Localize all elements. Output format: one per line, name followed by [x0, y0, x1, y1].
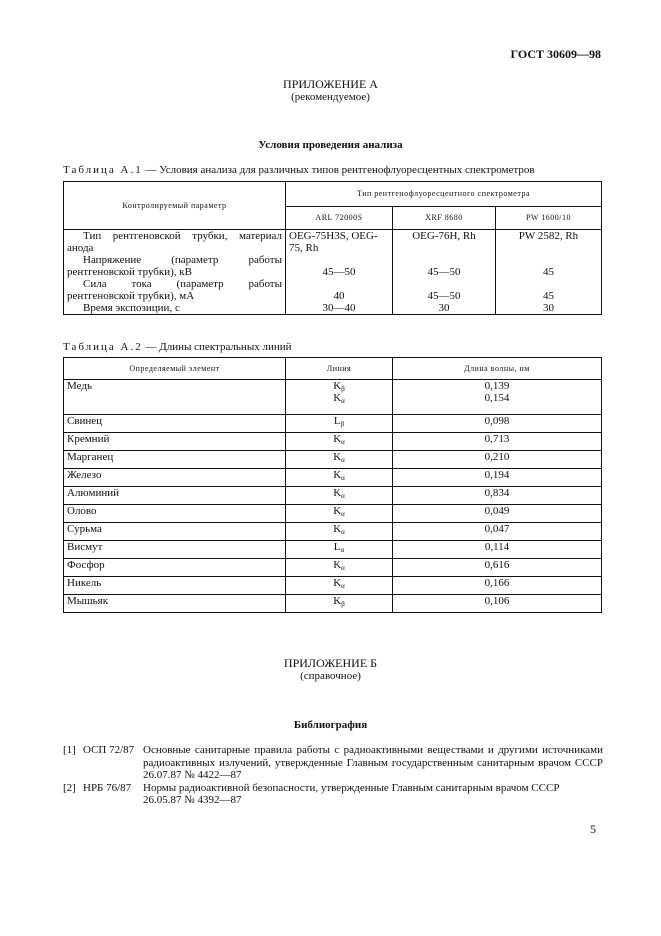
wavelength-value: 0,210 — [484, 451, 510, 463]
table-row — [64, 523, 602, 541]
wavelength-value: 0,139 — [484, 380, 510, 392]
appendix-a-subtitle: (рекомендуемое) — [291, 91, 370, 103]
table-a2-caption — [63, 341, 292, 353]
cell-value: PW 2582, Rh — [496, 230, 602, 255]
cell-wavelength — [393, 559, 602, 577]
line-symbol: L — [333, 415, 341, 427]
cell-line — [286, 451, 393, 469]
cell-wavelength — [393, 577, 602, 595]
bib-text: Нормы радиоактивной безопасности, утвержденные Главным санитарным врачом СССР 26.05.87 № 4392—87 — [143, 781, 560, 806]
table-row — [64, 469, 602, 487]
table-row — [64, 541, 602, 559]
table-row — [64, 302, 602, 315]
section-title-conditions: Условия проведения анализа — [258, 139, 403, 151]
cell-param: Время экспозиции, с — [64, 302, 286, 315]
bibliography-item — [63, 782, 603, 807]
table-row — [64, 380, 602, 415]
cell-value: OEG-76H, Rh — [393, 230, 496, 255]
header-wavelength: Длина волны, нм — [393, 358, 602, 380]
table-row — [64, 230, 602, 255]
bib-code: ОСП 72/87 — [83, 744, 135, 756]
cell-value: 30—40 — [286, 302, 393, 315]
bib-text: Основные санитарные правила работы с радиоактивными веществами и другими источниками радиоактивных излучений, утвержденные Главным государственным санитарным врачом СССР 26.07.87 № 4422—87 — [143, 744, 603, 781]
header-element: Определяемый элемент — [64, 358, 286, 380]
line-symbol: K — [333, 380, 342, 392]
header-col: ARL 72000S — [286, 207, 393, 230]
wavelength-value: 0,194 — [484, 469, 510, 481]
header-line: Линия — [286, 358, 393, 380]
line-symbol: K — [333, 487, 342, 499]
cell-line — [286, 380, 393, 415]
cell-element: Мышьяк — [64, 595, 286, 613]
table-row — [64, 487, 602, 505]
cell-line — [286, 577, 393, 595]
table-row — [64, 278, 602, 302]
cell-value: 45—50 — [393, 254, 496, 278]
cell-element: Сурьма — [64, 523, 286, 541]
cell-line — [286, 469, 393, 487]
cell-element: Фосфор — [64, 559, 286, 577]
wavelength-value: 0,713 — [484, 433, 510, 445]
table-a1 — [63, 181, 602, 315]
line-symbol: K — [333, 559, 342, 571]
cell-line — [286, 487, 393, 505]
cell-value: 45—50 — [286, 254, 393, 278]
line-subscript: α — [341, 582, 345, 590]
wavelength-value: 0,049 — [484, 505, 510, 517]
cell-wavelength — [393, 523, 602, 541]
wavelength-value: 0,047 — [484, 523, 510, 535]
page-number: 5 — [590, 822, 596, 836]
wavelength-value: 0,098 — [484, 415, 510, 427]
cell-wavelength — [393, 451, 602, 469]
table-a1-caption — [63, 164, 535, 176]
cell-value: 45 — [496, 254, 602, 278]
cell-value: 30 — [496, 302, 602, 315]
table-row — [64, 415, 602, 433]
cell-param: Сила тока (параметр работы рентгеновской трубки), мА — [64, 278, 286, 302]
line-subscript: α — [341, 528, 345, 536]
cell-line — [286, 433, 393, 451]
line-subscript: α — [341, 474, 345, 482]
cell-value: 45—50 — [393, 278, 496, 302]
bibliography-item — [63, 744, 603, 782]
cell-element: Алюминий — [64, 487, 286, 505]
cell-line — [286, 595, 393, 613]
wavelength-value: 0,616 — [484, 559, 510, 571]
section-title-bibliography: Библиография — [293, 719, 368, 731]
line-symbol: K — [333, 392, 342, 404]
standard-number: ГОСТ 30609—98 — [510, 47, 601, 61]
table-row — [64, 505, 602, 523]
bibliography-list — [63, 744, 603, 807]
line-subscript: α — [341, 456, 345, 464]
cell-wavelength — [393, 433, 602, 451]
line-symbol: K — [333, 523, 342, 535]
line-subscript: β — [341, 600, 345, 608]
line-subscript: α — [341, 510, 345, 518]
caption-label: Таблица А.2 — [63, 341, 143, 353]
line-subscript: α — [340, 546, 345, 554]
header-group: Тип рентгенофлуоресцентного спектрометра — [286, 182, 602, 207]
wavelength-value: 0,114 — [484, 541, 510, 553]
cell-line — [286, 523, 393, 541]
cell-element: Никель — [64, 577, 286, 595]
header-param: Контролируемый параметр — [64, 182, 286, 230]
cell-wavelength — [393, 505, 602, 523]
cell-value: OEG-75H3S, OEG-75, Rh — [286, 230, 393, 255]
line-symbol: K — [333, 451, 342, 463]
wavelength-value: 0,834 — [484, 487, 510, 499]
cell-value: 40 — [286, 278, 393, 302]
bib-code: НРБ 76/87 — [83, 781, 132, 794]
appendix-b-title: ПРИЛОЖЕНИЕ Б — [283, 656, 378, 670]
table-row — [64, 577, 602, 595]
cell-value: 30 — [393, 302, 496, 315]
cell-wavelength — [393, 487, 602, 505]
bib-number: [1] — [63, 744, 76, 756]
cell-wavelength — [393, 469, 602, 487]
line-subscript: α — [341, 492, 345, 500]
line-symbol: K — [333, 577, 342, 589]
line-subscript: β — [341, 385, 345, 393]
appendix-b-subtitle: (справочное) — [300, 670, 361, 682]
cell-line — [286, 415, 393, 433]
table-row — [64, 595, 602, 613]
cell-element: Медь — [64, 380, 286, 415]
header-col: PW 1600/10 — [496, 207, 602, 230]
table-row — [64, 451, 602, 469]
wavelength-value: 0,106 — [484, 595, 510, 607]
header-col: XRF 8680 — [393, 207, 496, 230]
cell-element: Марганец — [64, 451, 286, 469]
table-row — [64, 433, 602, 451]
cell-element: Висмут — [64, 541, 286, 559]
line-subscript: α — [341, 397, 345, 405]
cell-param: Тип рентгеновской трубки, материал анода — [64, 230, 286, 255]
wavelength-value: 0,166 — [484, 577, 510, 589]
cell-element: Свинец — [64, 415, 286, 433]
table-row — [64, 559, 602, 577]
caption-text: — Условия анализа для различных типов рентгенофлуоресцентных спектрометров — [142, 164, 535, 176]
cell-wavelength — [393, 380, 602, 415]
caption-label: Таблица А.1 — [63, 164, 143, 176]
cell-wavelength — [393, 541, 602, 559]
line-symbol: K — [333, 433, 342, 445]
line-symbol: K — [333, 469, 342, 481]
cell-line — [286, 505, 393, 523]
cell-wavelength — [393, 595, 602, 613]
bib-number: [2] — [63, 781, 76, 794]
line-symbol: K — [333, 595, 342, 607]
line-subscript: α — [341, 438, 345, 446]
caption-text: — Длины спектральных линий — [142, 341, 292, 353]
line-subscript: β — [340, 420, 345, 428]
table-row — [64, 254, 602, 278]
line-symbol: K — [333, 505, 342, 517]
cell-value: 45 — [496, 278, 602, 302]
cell-element: Олово — [64, 505, 286, 523]
appendix-a-title: ПРИЛОЖЕНИЕ А — [283, 77, 378, 91]
cell-wavelength — [393, 415, 602, 433]
cell-line — [286, 541, 393, 559]
table-a2 — [63, 357, 602, 613]
cell-element: Кремний — [64, 433, 286, 451]
line-subscript: α — [341, 564, 345, 572]
line-symbol: L — [333, 541, 341, 553]
cell-param: Напряжение (параметр работы рентгеновской трубки), кВ — [64, 254, 286, 278]
wavelength-value: 0,154 — [484, 392, 510, 404]
cell-element: Железо — [64, 469, 286, 487]
cell-line — [286, 559, 393, 577]
